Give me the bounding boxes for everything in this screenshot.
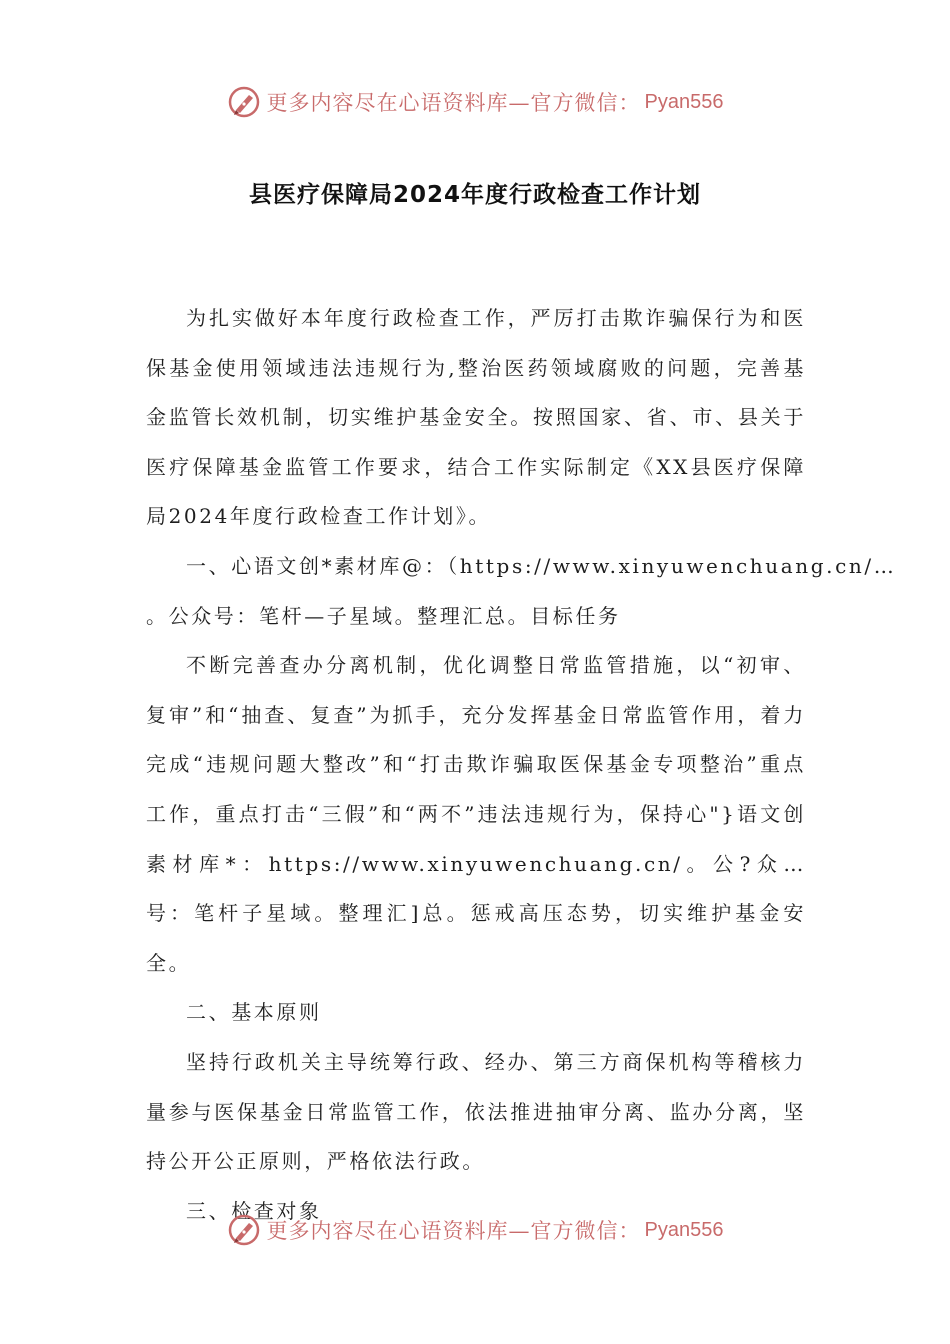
section-1-heading — [146, 542, 897, 592]
watermark-text: 更多内容尽在心语资料库—官方微信： — [266, 1219, 641, 1243]
watermark-wechat-id: Pyan556 — [644, 1218, 724, 1241]
section-2-heading: 二、基本原则 — [186, 1000, 322, 1025]
pen-nib-logo-icon — [227, 1213, 261, 1247]
section-3-heading: 三、检查对象 — [186, 1198, 322, 1223]
watermark-wechat-id: Pyan556 — [644, 90, 724, 113]
document-body — [146, 294, 897, 1236]
section-2-body: 坚持行政机关主导统筹行政、经办、第三方商保机构等稽核力量参与医保基金日常监管工作，依法推进抽审分离、监办分离，坚持公开公正原则，严格依法行政。 — [146, 1049, 806, 1174]
intro-paragraph: 为扎实做好本年度行政检查工作，严厉打击欺诈骗保行为和医保基金使用领域违法违规行为,整治医药领域腐败的问题，完善基金监管长效机制，切实维护基金安全。按照国家、省、市、县关于医疗保障基金监管工作要求，结合工作实际制定《XX县医疗保障局2024年度行政检查工作计划》。 — [146, 306, 806, 529]
section-1-heading-line: 一、心语文创*素材库@：（https://www.xinyuwenchuang.cn/… — [186, 553, 897, 578]
watermark-text: 更多内容尽在心语资料库—官方微信： — [266, 91, 641, 115]
watermark-header — [0, 82, 950, 122]
watermark-footer — [0, 1210, 950, 1250]
document-title: 县医疗保障局2024年度行政检查工作计划 — [248, 182, 701, 208]
section-1-heading-continuation: 。公众号：笔杆—子星域。整理汇总。目标任务 — [146, 603, 621, 628]
section-1-body: 不断完善查办分离机制，优化调整日常监管措施，以“初审、复审”和“抽查、复查”为抓手，充分发挥基金日常监管作用，着力完成“违规问题大整改”和“打击欺诈骗取医保基金专项整治”重点工作，重点打击“三假”和“两不”违法违规行为，保持心"}语文创素材库*：https://www.xinyuwenchuang.cn/。公?众…号：笔杆子星域。整理汇]总。惩戒高压态势，切实维护基金安全。 — [146, 653, 806, 975]
pen-nib-logo-icon — [227, 85, 261, 119]
